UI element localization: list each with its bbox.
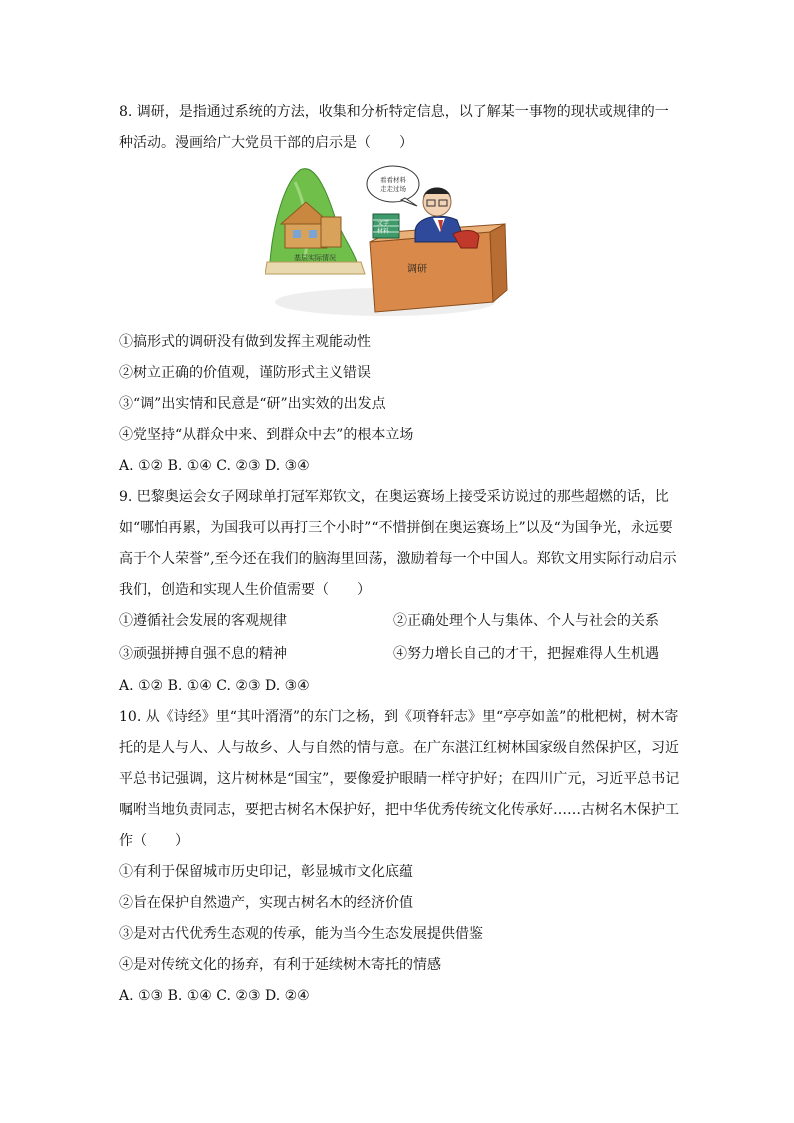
house-window	[293, 230, 301, 238]
q10-choices: A. ①③ B. ①④ C. ②③ D. ②④	[119, 988, 310, 1004]
q9-choices: A. ①② B. ①④ C. ②③ D. ③④	[119, 678, 310, 694]
q9-stem-line1: 9. 巴黎奥运会女子网球单打冠军郑钦文，在奥运赛场上接受采访说过的那些超燃的话，比	[119, 489, 669, 505]
q9-stem-line4: 我们，创造和实现人生价值需要（ ）	[119, 582, 371, 598]
desk-label: 调研	[407, 264, 427, 275]
q9-option-1: ①遵循社会发展的客观规律	[119, 613, 287, 629]
q10-option-3: ③是对古代优秀生态观的传承，能为当今生态发展提供借鉴	[119, 926, 483, 942]
q9-stem-line3: 高于个人荣誉”,至今还在我们的脑海里回荡，激励着每一个中国人。郑钦文用实际行动启示	[119, 551, 677, 567]
q9-option-2: ②正确处理个人与集体、个人与社会的关系	[393, 613, 659, 629]
q8-choices: A. ①② B. ①④ C. ②③ D. ③④	[119, 458, 310, 474]
q10-stem-line2: 托的是人与人、人与故乡、人与自然的情与意。在广东湛江红树林国家级自然保护区，习近	[119, 740, 679, 756]
q8-option-2: ②树立正确的价值观，谨防形式主义错误	[119, 365, 371, 381]
q9-option-3: ③顽强拼搏自强不息的精神	[119, 646, 287, 662]
q10-stem-line4: 嘱咐当地负责同志，要把古树名木保护好，把中华优秀传统文化传承好……古树名木保护工	[119, 802, 679, 818]
q9-option-4: ④努力增长自己的才干，把握难得人生机遇	[393, 646, 659, 662]
bubble-line1: 看看材料	[380, 176, 406, 184]
q10-option-1: ①有利于保留城市历史印记，彰显城市文化底蕴	[119, 864, 413, 880]
q8-cartoon	[265, 162, 527, 320]
q8-stem-line1: 8. 调研，是指通过系统的方法，收集和分析特定信息，以了解某一事物的现状或规律的一	[119, 104, 669, 120]
q8-option-4: ④党坚持“从群众中来、到群众中去”的根本立场	[119, 427, 414, 443]
q10-stem-line1: 10. 从《诗经》里“其叶湑湑”的东门之杨，到《项脊轩志》里“亭亭如盖”的枇杷树，树木寄	[119, 709, 679, 725]
q10-stem-line5: 作（ ）	[119, 833, 189, 849]
house-side	[321, 217, 341, 247]
q8-stem-line2: 种活动。漫画给广大党员干部的启示是（ ）	[119, 135, 413, 151]
q10-option-2: ②旨在保护自然遗产，实现古树名木的经济价值	[119, 895, 413, 911]
q8-option-1: ①搞形式的调研没有做到发挥主观能动性	[119, 334, 371, 350]
q10-option-4: ④是对传统文化的扬弃，有利于延续树木寄托的情感	[119, 957, 441, 973]
ground-label: 基层实际情况	[294, 254, 336, 262]
docs-label-2: 材料	[377, 228, 390, 235]
bubble-line2: 走走过场	[380, 185, 406, 193]
docs-label-1: 文字	[377, 220, 390, 227]
ground-base	[265, 262, 365, 274]
speech-bubble	[367, 166, 419, 202]
desk-side	[490, 224, 507, 302]
house-window	[309, 230, 317, 238]
q8-option-3: ③“调”出实情和民意是“研”出实效的出发点	[119, 396, 386, 412]
q10-stem-line3: 平总书记强调，这片树林是“国宝”，要像爱护眼睛一样守护好；在四川广元，习近平总书记	[119, 771, 680, 787]
q9-stem-line2: 如“哪怕再累，为国我可以再打三个小时”“不惜拼倒在奥运赛场上”以及“为国争光，永远要	[119, 520, 673, 536]
